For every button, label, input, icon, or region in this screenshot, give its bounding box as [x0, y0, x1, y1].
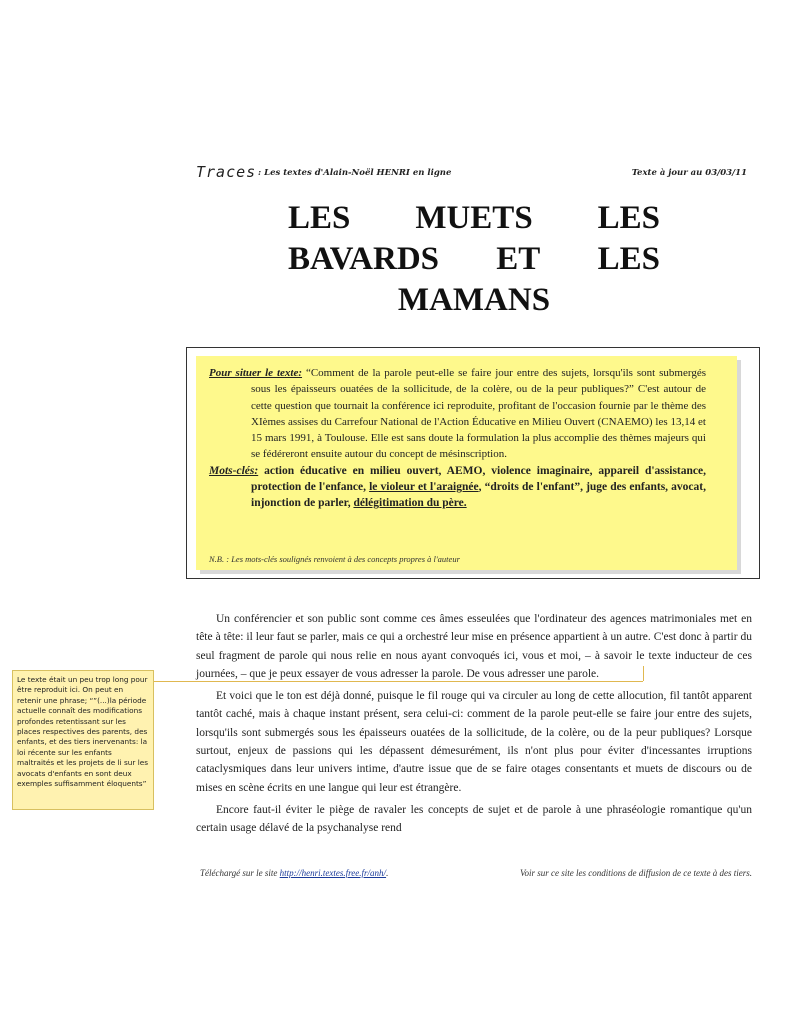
situer-text: “Comment de la parole peut-elle se faire jour entre des sujets, lorsqu'ils sont submergés sous les épaisseurs ouatées de la sollicitude, de la colère, ou de la peur publiques?” C'est autour de cette question que tournait la conférence ici reproduite, profitant de l'occasion fournie par le thème des XIèmes assises du Carrefour National de l'Action Éducative en Milieu Ouvert (CNAEMO) les 13,14 et 15 mars 1991, à Toulouse. Elle est sans doute la formulation la plus accomplie des thèmes majeurs qui se fédéreront ensuite autour du concept de mésinscription. — [251, 367, 706, 461]
keywords-label: Mots-clés: — [209, 464, 259, 477]
keywords-text: , “droits de l'enfant”, juge des enfants, avocat, injonction de parler, — [251, 481, 706, 510]
comment-bubble[interactable]: Le texte était un peu trop long pour être reproduit ici. On peut en retenir une phrase; “”(...)la période actuelle connaît des modifications profondes retentissant sur les places respectives des parents, des enfants, et des tiers inervenants: la loi récente sur les enfants maltraités et les projets de li sur les avocats d'enfants en sont deux exemples suffisamment éloquents” — [12, 670, 154, 810]
brand-name: Traces — [196, 163, 257, 181]
context-box — [186, 347, 760, 579]
paragraph: Un conférencier et son public sont comme ces âmes esseulées que l'ordinateur des agences matrimoniales met en tête à tête: il leur faut se parler, mais ce qui a orchestré leur mise en présence appartient à un autre. C'est donc à partir du seul fragment de parole qui nous relie en nous ayant convoqués ici, vous et moi, – à savoir le texte inducteur de ces journées, – que je peux essayer de vous adresser la parole. De vous adresser une parole. — [196, 613, 752, 680]
context-text — [209, 365, 706, 512]
title-word: LES — [288, 200, 351, 236]
title-line-1 — [288, 198, 660, 239]
site-link[interactable]: http://henri.textes.free.fr/anh/ — [279, 868, 387, 878]
context-box-highlight — [196, 356, 737, 570]
title-word: MAMANS — [397, 282, 551, 318]
keywords-text: action éducative en milieu ouvert, AEMO, violence imaginaire, appareil d'assistance, protection de l'enfance, — [251, 464, 706, 494]
title-word: LES — [597, 200, 660, 236]
comment-anchor — [643, 666, 644, 681]
paragraph: Encore faut-il éviter le piège de ravaler les concepts de sujet et de parole à une phraséologie romantique qu'un certain usage délavé de la psychanalyse rend — [196, 803, 752, 835]
header-subtitle: : Les textes d'Alain-Noël HENRI en ligne — [258, 168, 452, 178]
title-word: MUETS — [415, 200, 533, 236]
header-date: Texte à jour au 03/03/11 — [631, 168, 747, 178]
title-word: ET — [496, 241, 541, 277]
footer-conditions: Voir sur ce site les conditions de diffusion de ce texte à des tiers. — [520, 868, 752, 878]
page-header — [196, 163, 751, 185]
nb-note: N.B. : Les mots-clés soulignés renvoient à des concepts propres à l'auteur — [209, 554, 460, 564]
title-word: LES — [597, 241, 660, 277]
comment-connector — [154, 681, 643, 682]
keyword-concept: délégitimation du père. — [353, 497, 467, 510]
body-text — [196, 610, 752, 842]
paragraph: Et voici que le ton est déjà donné, puisque le fil rouge qui va circuler au long de cette allocution, fil tantôt apparent tantôt caché, mais à chaque instant présent, sera celui-ci: comment de la parole peut-elle se faire jour entre des sujets, lorsqu'ils sont submergés sous les épaisseurs ouatées de la sollicitude, de la colère, ou de la peur publiques? Lorsque surtout, enjeux de passions qui les dépassent démesurément, ils n'ont plus pour éviter d'incessantes irruptions cataclysmiques dans leur univers intime, d'autre issue que de se faire otages consentants et muets de discours ou de mises en scène écrits en une langue qui leur est étrangère. — [196, 690, 752, 794]
situer-label: Pour situer le texte: — [209, 367, 303, 379]
situer-paragraph — [209, 365, 706, 463]
title-line-3 — [288, 280, 660, 321]
title-line-2 — [288, 239, 660, 280]
page-title — [288, 198, 660, 321]
keyword-concept: le violeur et l'araignée — [369, 481, 479, 494]
keywords-paragraph — [209, 463, 706, 512]
title-word: BAVARDS — [288, 241, 440, 277]
footer-source: Téléchargé sur le site http://henri.textes.free.fr/anh/. — [200, 868, 389, 878]
